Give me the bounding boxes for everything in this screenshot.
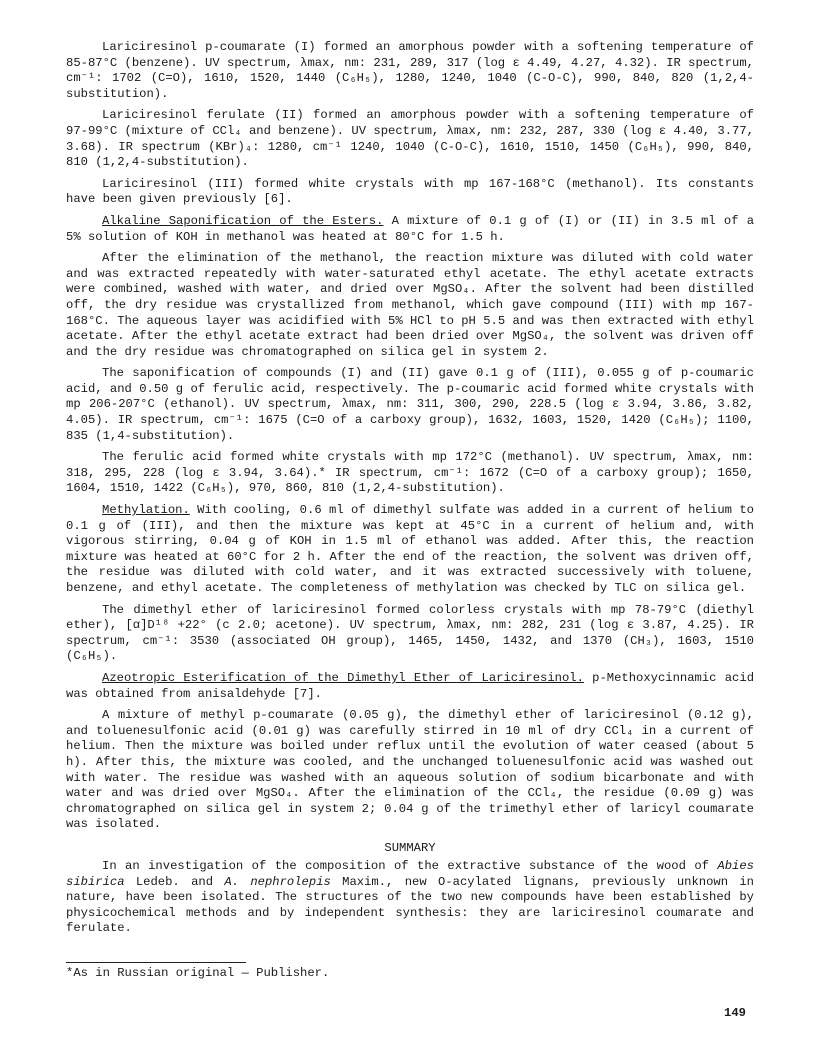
paragraph-saponification-results: The saponification of compounds (I) and (II) gave 0.1 g of (III), 0.055 g of p-coumaric acid, and 0.50 g of ferulic acid, respectively. The p-coumaric acid formed white crystals with mp 206-207°C (ethanol). UV spectrum, λmax, nm: 311, 300, 290, 228.5 (log ε 3.94, 3.86, 3.82, 4.05). IR spectrum, cm⁻¹: 1675 (C=O of a carboxy group), 1632, 1603, 1520, 1420 (C₆H₅); 1100, 835 (1,4-substitution).	[66, 366, 754, 443]
page-body	[66, 40, 754, 943]
paragraph-mixture: A mixture of methyl p-coumarate (0.05 g), the dimethyl ether of lariciresinol (0.12 g), and toluenesulfonic acid (0.01 g) was carefully stirred in 10 ml of dry CCl₄ in a current of helium. Then the mixture was boiled under reflux until the evolution of water ceased (about 5 h). After this, the mixture was cooled, and the unchanged toluenesulfonic acid was washed out with water. The residue was washed with an aqueous solution of sodium bicarbonate and with water and was dried over MgSO₄. After the elimination of the CCl₄, the residue (0.09 g) was chromatographed on silica gel in system 2; 0.04 g of the trimethyl ether of laricyl coumarate was isolated.	[66, 708, 754, 832]
section-heading: Azeotropic Esterification of the Dimethyl Ether of Lariciresinol.	[102, 670, 584, 685]
section-text: p-Methoxycinnamic acid was obtained from anisaldehyde [7].	[66, 670, 755, 701]
section-heading: Methylation.	[102, 503, 190, 518]
paragraph-dimethyl-ether: The dimethyl ether of lariciresinol formed colorless crystals with mp 78-79°C (diethyl ether), [α]D¹⁸ +22° (c 2.0; acetone). UV spectrum, λmax, nm: 282, 231 (log ε 3.87, 4.25). IR spectrum, cm⁻¹: 3530 (associated OH group), 1465, 1450, 1432, and 1370 (CH₃), 1603, 1510 (C₆H₅).	[66, 602, 754, 664]
paragraph-ferulate: Lariciresinol ferulate (II) formed an amorphous powder with a softening temperature of 97-99°C (mixture of CCl₄ and benzene). UV spectrum, λmax, nm: 232, 287, 330 (log ε 4.40, 3.77, 3.68). IR spectrum (KBr)₄: 1280, cm⁻¹ 1240, 1040 (C-O-C), 1610, 1510, 1450 (C₆H₅), 990, 840, 810 (1,2,4-substitution).	[66, 108, 754, 170]
section-text: With cooling, 0.6 ml of dimethyl sulfate was added in a current of helium to 0.1 g of (III), and then the mixture was kept at 45°C in a current of helium and, with vigorous stirring, 0.04 g of KOH in 1.5 ml of ethanol was added. After this, the reaction mixture was heated at 60°C for 2 h. After the end of the reaction, the solvent was driven off, the residue was diluted with cold water, and it was extracted successively with toluene, benzene, and ethyl acetate. The completeness of methylation was checked by TLC on silica gel.	[66, 503, 754, 595]
section-text: A mixture of 0.1 g of (I) or (II) in 3.5 ml of a 5% solution of KOH in methanol was heated at 80°C for 1.5 h.	[66, 213, 755, 244]
footnote: *As in Russian original — Publisher.	[66, 966, 330, 980]
paragraph-ferulic-acid: The ferulic acid formed white crystals with mp 172°C (methanol). UV spectrum, λmax, nm: 318, 295, 228 (log ε 3.94, 3.64).* IR spectrum, cm⁻¹: 1672 (C=O of a carboxy group); 1650, 1604, 1510, 1422 (C₆H₅), 970, 860, 810 (1,2,4-substitution).	[66, 450, 754, 496]
species-name: Abies sibirica	[66, 858, 754, 889]
paragraph-lariciresinol: Lariciresinol (III) formed white crystals with mp 167-168°C (methanol). Its constants have been given previously [6].	[66, 176, 754, 207]
section-saponification	[66, 214, 754, 245]
section-methylation	[66, 503, 754, 597]
footnote-divider	[66, 962, 246, 963]
paragraph-coumarate: Lariciresinol p-coumarate (I) formed an amorphous powder with a softening temperature of 85-87°C (benzene). UV spectrum, λmax, nm: 231, 289, 317 (log ε 4.49, 4.27, 4.32). IR spectrum, cm⁻¹: 1702 (C=O), 1610, 1520, 1440 (C₆H₅), 1280, 1240, 1040 (C-O-C), 990, 840, 820 (1,2,4-substitution).	[66, 40, 754, 101]
species-name: A. nephrolepis	[224, 874, 331, 889]
page-number: 149	[724, 1006, 746, 1020]
paragraph-elimination: After the elimination of the methanol, the reaction mixture was diluted with cold water and was extracted repeatedly with water-saturated ethyl acetate. The ethyl acetate extracts were combined, washed with water, and dried over MgSO₄. After the solvent had been distilled off, the dry residue was crystallized from methanol, which gave compound (III) with mp 167-168°C. The aqueous layer was acidified with 5% HCl to pH 5.5 and was then extracted with ethyl acetate. After the ethyl acetate extract had been dried over MgSO₄, the solvent was driven off and the dry residue was chromatographed on silica gel in system 2.	[66, 251, 754, 359]
summary-text: In an investigation of the composition of the extractive substance of the wood of Abies sibirica Ledeb. and A. nephrolepis Maxim., new O-acylated lignans, previously unknown in nature, have been isolated. The structures of the two new compounds have been established by physicochemical methods and by independent synthesis: they are lariciresinol coumarate and ferulate.	[66, 858, 754, 936]
section-heading: Alkaline Saponification of the Esters.	[102, 213, 384, 228]
summary-heading: SUMMARY	[384, 840, 436, 855]
section-esterification	[66, 671, 754, 702]
